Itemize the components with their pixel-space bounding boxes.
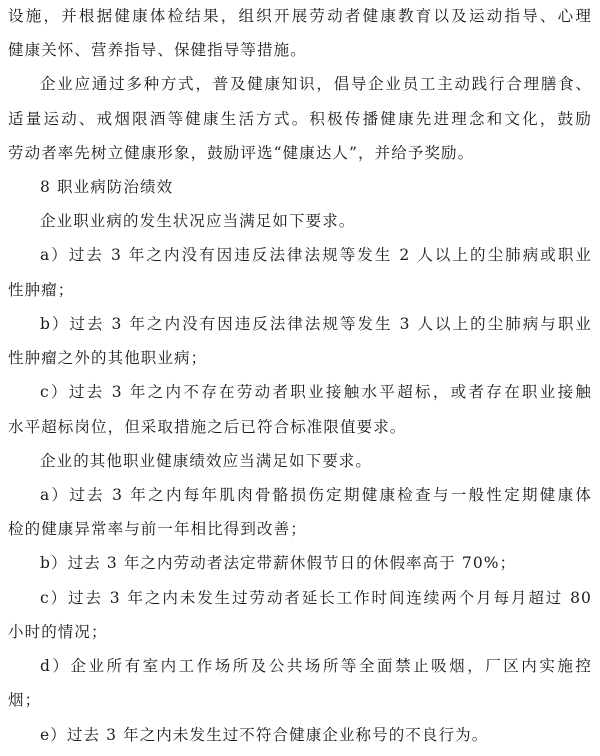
text-line: 检的健康异常率与前一年相比得到改善； (8, 520, 307, 538)
text-line: d）企业所有室内工作场所及公共场所等全面禁止吸烟，厂区内实施控 (40, 657, 592, 675)
text-line: 健康关怀、营养指导、保健指导等措施。 (8, 41, 307, 59)
text-line: 性肿瘤之外的其他职业病； (8, 349, 208, 367)
text-line: 企业的其他职业健康绩效应当满足如下要求。 (40, 452, 373, 470)
text-line: c）过去 3 年之内不存在劳动者职业接触水平超标，或者存在职业接触 (40, 383, 592, 401)
text-line: a）过去 3 年之内没有因违反法律法规等发生 2 人以上的尘肺病或职业 (40, 246, 592, 264)
text-line: 企业职业病的发生状况应当满足如下要求。 (40, 212, 356, 230)
text-line: 小时的情况； (8, 623, 108, 641)
text-line: 企业应通过多种方式，普及健康知识，倡导企业员工主动践行合理膳食、 (40, 75, 592, 93)
section-heading: 8 职业病防治绩效 (40, 178, 174, 196)
text-line: 劳动者率先树立健康形象，鼓励评选“健康达人”，并给予奖励。 (8, 144, 475, 162)
text-line: 水平超标岗位，但采取措施之后已符合标准限值要求。 (8, 418, 407, 436)
text-line: 设施，并根据健康体检结果，组织开展劳动者健康教育以及运动指导、心理 (8, 7, 592, 25)
text-line: 性肿瘤； (8, 281, 75, 299)
text-line: 适量运动、戒烟限酒等健康生活方式。积极传播健康先进理念和文化，鼓励 (8, 110, 592, 128)
text-line: 烟； (8, 691, 42, 709)
text-line: b）过去 3 年之内没有因违反法律法规等发生 3 人以上的尘肺病与职业 (40, 315, 592, 333)
text-line: e）过去 3 年之内未发生过不符合健康企业称号的不良行为。 (40, 726, 489, 744)
text-line: a）过去 3 年之内每年肌肉骨骼损伤定期健康检查与一般性定期健康体 (40, 486, 592, 504)
text-line: c）过去 3 年之内未发生过劳动者延长工作时间连续两个月每月超过 80 (40, 589, 592, 607)
text-line: b）过去 3 年之内劳动者法定带薪休假节日的休假率高于 70%； (40, 554, 517, 572)
